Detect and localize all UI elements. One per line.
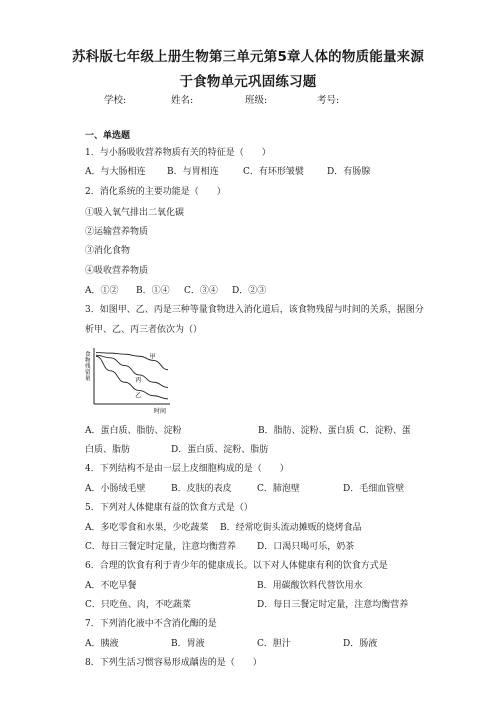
x-axis-label: 时间	[154, 408, 167, 415]
question-5-option-c: C．每日三餐定时定量，注意均衡营养	[85, 542, 236, 552]
question-3-option-b: B．脂肪、淀粉、蛋白质	[258, 426, 355, 436]
question-1-stem: 1．与小肠吸收营养物质有关的特征是（ ）	[85, 148, 271, 158]
series-line-1	[96, 353, 168, 370]
question-7-option-c: C．胆汁	[257, 639, 291, 649]
section-heading: 一、单选题	[85, 131, 131, 141]
question-2-statement-3: ③消化食物	[85, 246, 131, 256]
series-line-3	[96, 356, 168, 399]
question-2-option-d: D．②③	[232, 286, 267, 296]
question-1-option-a: A．与大肠相连	[85, 167, 146, 177]
question-5-option-b: B．经常吃街头流动摊贩的烧烤食品	[220, 523, 362, 533]
name-field-label: 姓名:	[171, 95, 194, 106]
question-3-option-a: A．蛋白质、脂肪、淀粉	[85, 426, 182, 436]
question-8-stem: 8．下列生活习惯容易形成龋齿的是（ ）	[85, 658, 262, 668]
document-title-line1: 苏科版七年级上册生物第三单元第5章人体的物质能量来源	[71, 49, 425, 65]
question-4-option-b: B．皮肤的表皮	[171, 484, 232, 494]
residue-time-chart	[84, 344, 174, 416]
question-2-statement-4: ④吸收营养物质	[85, 266, 149, 276]
question-1-option-d: D．有肠腺	[327, 167, 371, 177]
exam-number-field-label: 考号:	[317, 95, 340, 106]
school-field-label: 学校:	[104, 95, 127, 106]
question-4-option-a: A．小肠绒毛壁	[85, 484, 146, 494]
question-2-option-a: A．①②	[85, 286, 119, 296]
question-3-stem-line1: 3．如图甲、乙、丙是三种等量食物进入消化道后，该食物残留与时间的关系，据图分	[85, 305, 424, 315]
question-2-statement-2: ②运输营养物质	[85, 227, 149, 237]
chart-axes	[94, 348, 170, 404]
question-3-stem-line2: 析甲、乙、丙三者依次为（）	[85, 325, 203, 335]
question-7-option-a: A．胰液	[85, 639, 119, 649]
question-6-option-a: A．不吃早餐	[85, 581, 137, 591]
question-1-option-b: B．与胃相连	[167, 167, 219, 177]
question-7-stem: 7．下列消化液中不含消化酶的是	[85, 619, 217, 629]
question-3-option-c: C．淀粉、蛋	[359, 426, 411, 436]
series-label-1: 甲	[149, 353, 156, 361]
document-title-line2: 于食物单元巩固练习题	[179, 74, 317, 90]
question-7-option-d: D．肠液	[343, 639, 378, 649]
series-label-2: 丙	[135, 377, 142, 384]
question-3-option-c-continued: 白质、脂肪	[85, 445, 131, 455]
question-6-option-b: B．用碳酸饮料代替饮用水	[257, 581, 363, 591]
question-6-option-c: C．只吃鱼、肉，不吃蔬菜	[85, 600, 191, 610]
series-line-2	[96, 355, 168, 387]
question-4-stem: 4．下列结构不是由一层上皮细胞构成的是（ ）	[85, 464, 289, 474]
question-5-option-a: A．多吃零食和水果，少吃蔬菜	[85, 523, 209, 533]
question-2-option-c: C．③④	[184, 286, 218, 296]
question-7-option-b: B．胃液	[171, 639, 205, 649]
y-axis-label: 食物残留量	[85, 352, 91, 382]
series-label-3: 乙	[135, 392, 142, 400]
question-1-option-c: C．有环形皱襞	[243, 167, 304, 177]
question-2-option-b: B．①④	[136, 286, 170, 296]
question-6-stem: 6．合理的饮食有利于青少年的健康成长。以下对人体健康有利的饮食方式是	[85, 561, 388, 571]
question-2-stem: 2．消化系统的主要功能是（ ）	[85, 187, 226, 197]
class-field-label: 班级:	[245, 95, 268, 106]
question-5-option-d: D．口渴只喝可乐，奶茶	[257, 542, 355, 552]
question-2-statement-1: ①吸入氧气排出二氧化碳	[85, 208, 185, 218]
question-4-option-d: D．毛细血管壁	[343, 484, 405, 494]
question-3-option-d: D．蛋白质、淀粉、脂肪	[171, 445, 269, 455]
question-4-option-c: C．肺泡壁	[257, 484, 300, 494]
question-5-stem: 5．下列对人体健康有益的饮食方式是（）	[85, 503, 253, 513]
question-6-option-d: D．每日三餐定时定量，注意均衡营养	[257, 600, 409, 610]
